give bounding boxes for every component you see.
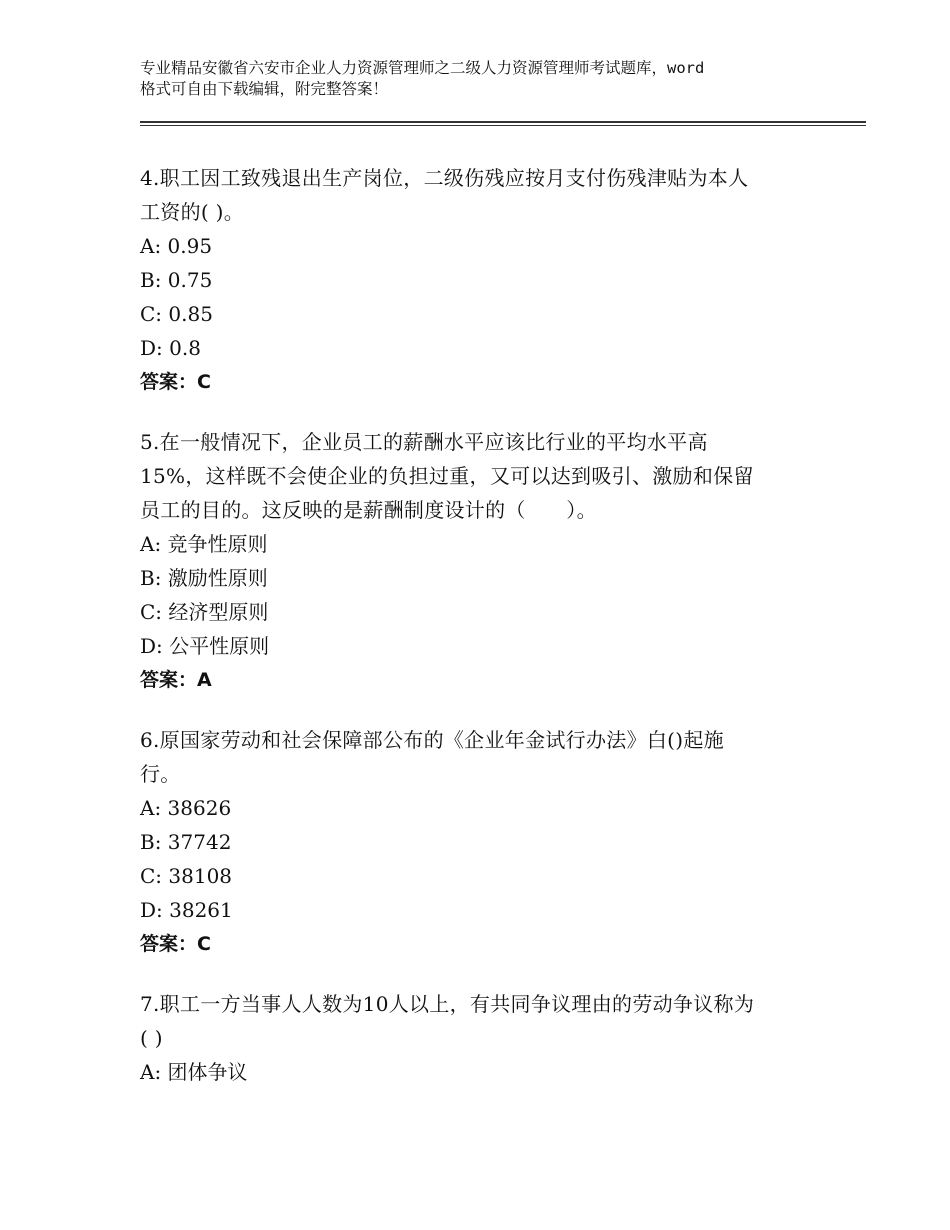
option-b: B: 激励性原则 <box>140 566 268 590</box>
question-5 <box>140 425 820 697</box>
question-stem-line: 6.原国家劳动和社会保障部公布的《企业年金试行办法》白()起施 <box>140 728 724 752</box>
question-stem-line: 15%，这样既不会使企业的负担过重，又可以达到吸引、激励和保留 <box>140 464 754 488</box>
option-b: B: 37742 <box>140 830 232 854</box>
option-c: C: 经济型原则 <box>140 600 269 624</box>
option-b: B: 0.75 <box>140 268 213 292</box>
question-list <box>140 161 820 1115</box>
header-line-2: 格式可自由下载编辑，附完整答案！ <box>140 80 389 98</box>
question-6 <box>140 723 820 961</box>
question-stem-line: 行。 <box>140 762 181 786</box>
option-a: A: 38626 <box>140 796 232 820</box>
option-d: D: 0.8 <box>140 336 201 360</box>
question-7 <box>140 987 820 1089</box>
answer-label: 答案：A <box>140 669 212 691</box>
question-stem-line: 5.在一般情况下，企业员工的薪酬水平应该比行业的平均水平高 <box>140 430 708 454</box>
question-stem-line: 工资的( )。 <box>140 200 245 224</box>
option-d: D: 38261 <box>140 898 233 922</box>
header-line-1: 专业精品安徽省六安市企业人力资源管理师之二级人力资源管理师考试题库，word <box>140 59 705 77</box>
question-stem-line: ( ) <box>140 1026 163 1050</box>
option-c: C: 0.85 <box>140 302 213 326</box>
header-divider-thin <box>140 125 866 126</box>
question-stem-line: 4.职工因工致残退出生产岗位，二级伤残应按月支付伤残津贴为本人 <box>140 166 749 190</box>
answer-label: 答案：C <box>140 371 211 393</box>
option-c: C: 38108 <box>140 864 233 888</box>
option-a: A: 团体争议 <box>140 1060 248 1084</box>
question-4 <box>140 161 820 399</box>
document-header <box>140 58 840 100</box>
header-divider-thick <box>140 121 866 123</box>
answer-label: 答案：C <box>140 933 211 955</box>
question-stem-line: 员工的目的。这反映的是薪酬制度设计的（ ）。 <box>140 498 597 522</box>
option-a: A: 竞争性原则 <box>140 532 268 556</box>
question-stem-line: 7.职工一方当事人人数为10人以上，有共同争议理由的劳动争议称为 <box>140 992 755 1016</box>
option-a: A: 0.95 <box>140 234 213 258</box>
option-d: D: 公平性原则 <box>140 634 270 658</box>
